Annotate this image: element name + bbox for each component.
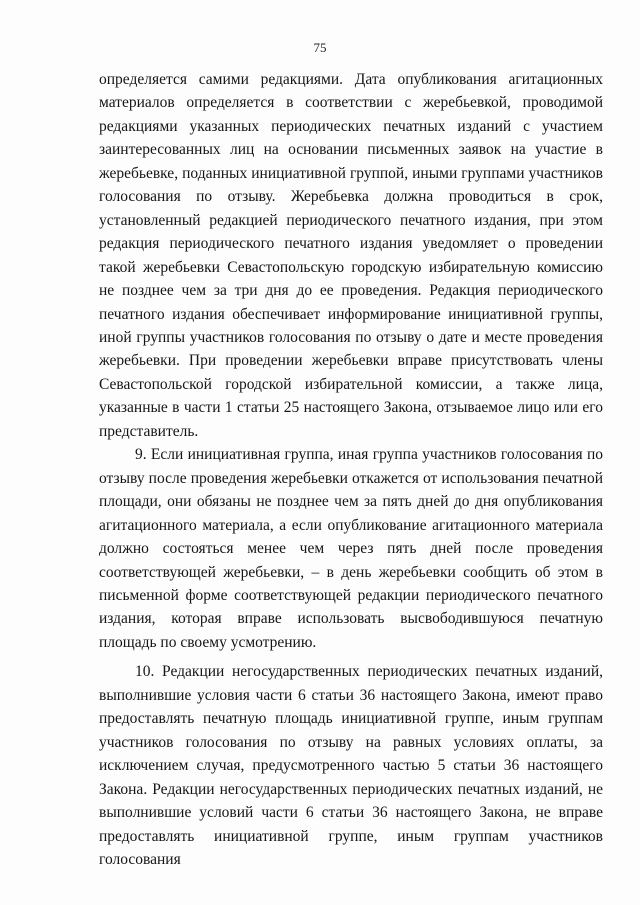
paragraph-9: 9. Если инициативная группа, иная группа участников голосования по отзыву после проведения жеребьевки откажется от использования печатной площади, они обязаны не позднее чем за пять дней до дня опубликования агитационного материала, а если опубликование агитационного материала должно состояться менее чем через пять дней после проведения соответствующей жеребьевки, – в день жеребьевки сообщить об этом в письменной форме соответствующей редакции периодического печатного издания, которая вправе использовать высвободившуюся печатную площадь по своему усмотрению.	[99, 446, 603, 651]
document-body	[99, 68, 603, 871]
page-number: 75	[313, 40, 327, 55]
paragraph-continuation: определяется самими редакциями. Дата опубликования агитационных материалов определяется в соответствии с жеребьевкой, проводимой редакциями указанных периодических печатных изданий с участием заинтересованных лиц на основании письменных заявок на участие в жеребьевке, поданных инициативной группой, иными группами участников голосования по отзыву. Жеребьевка должна проводиться в срок, установленный редакцией периодического печатного издания, при этом редакция периодического печатного издания уведомляет о проведении такой жеребьевки Севастопольскую городскую избирательную комиссию не позднее чем за три дня до ее проведения. Редакция периодического печатного издания обеспечивает информирование инициативной группы, иной группы участников голосования по отзыву о дате и месте проведения жеребьевки. При проведении жеребьевки вправе присутствовать члены Севастопольской городской избирательной комиссии, а также лица, указанные в части 1 статьи 25 настоящего Закона, отзываемое лицо или его представитель.	[99, 71, 603, 440]
paragraph-10: 10. Редакции негосударственных периодических печатных изданий, выполнившие условия части 6 статьи 36 настоящего Закона, имеют право предоставлять печатную площадь инициативной группе, иным группам участников голосования по отзыву на равных условиях оплаты, за исключением случая, предусмотренного частью 5 статьи 36 настоящего Закона. Редакции негосударственных периодических печатных изданий, не выполнившие условий части 6 статьи 36 настоящего Закона, не вправе предоставлять инициативной группе, иным группам участников голосования	[99, 663, 603, 868]
